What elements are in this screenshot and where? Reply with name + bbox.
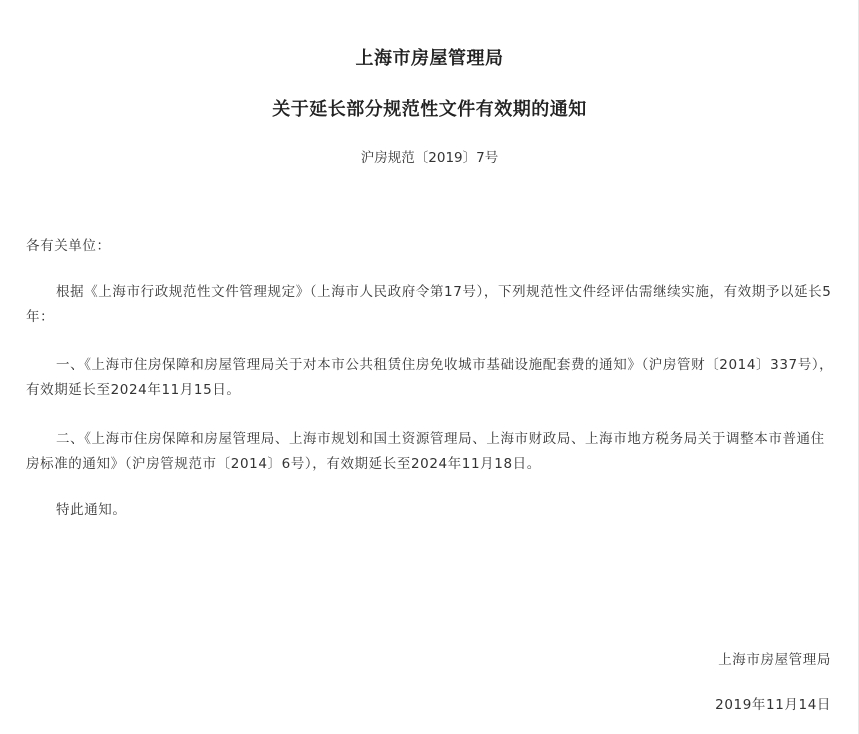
paragraph-item-2: 二、《上海市住房保障和房屋管理局、上海市规划和国土资源管理局、上海市财政局、上海市地方税务局关于调整本市普通住房标准的通知》（沪房管规范市〔2014〕6号），有效期延长至2024年11月18日。 (26, 431, 825, 472)
document-title: 关于延长部分规范性文件有效期的通知 (272, 99, 587, 120)
document-number: 沪房规范〔2019〕7号 (360, 150, 499, 166)
salutation: 各有关单位： (26, 238, 111, 254)
issue-date: 2019年11月14日 (715, 697, 831, 713)
closing-remark: 特此通知。 (56, 502, 127, 518)
paragraph-intro: 根据《上海市行政规范性文件管理规定》（上海市人民政府令第17号），下列规范性文件经评估需继续实施，有效期予以延长5年： (26, 284, 832, 325)
signature: 上海市房屋管理局 (718, 652, 831, 668)
issuer-heading: 上海市房屋管理局 (355, 48, 504, 69)
paragraph-item-1: 一、《上海市住房保障和房屋管理局关于对本市公共租赁住房免收城市基础设施配套费的通知》（沪房管财〔2014〕337号），有效期延长至2024年11月15日。 (26, 357, 834, 398)
